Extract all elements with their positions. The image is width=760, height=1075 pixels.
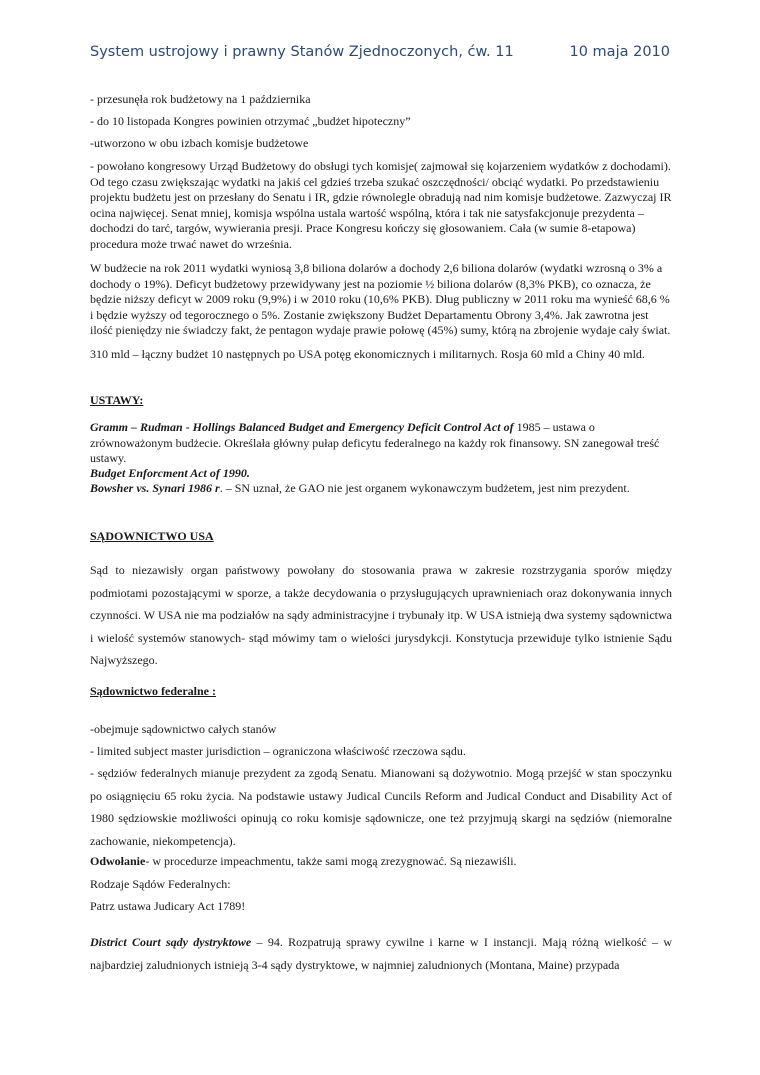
sedziowie-paragraph: - sędziów federalnych mianuje prezydent za zgodą Senatu. Mianowani są dożywotnio. Mogą przejść w stan spoczynku po osiągnięciu 65 roku życia. Na podstawie ustawy Judical Cuncils Reform and Judical Conduct and Disability Act of 1980 sędziowskie możliwości opinują co roku komisje sądownicze, one też przyjmują skargi na sędziów (niemoralne zachowanie, niekompetencja). [90,766,672,848]
federalne-line-1: -obejmuje sądownictwo całych stanów [90,722,277,736]
patrz-line: Patrz ustawa Judicary Act 1789! [90,899,246,913]
budget-2011-paragraph: W budżecie na rok 2011 wydatki wyniosą 3,8 biliona dolarów a dochody 2,6 biliona dolarów (wydatki wzrosną o 3% a dochody o 19%). Deficyt budżetowy przewidywany jest na poziomie ½ biliona dolarów (8,3% PKB), co oznacza, że będzie niższy deficyt w 2009 roku (9,9%) i w 2010 roku (10,6% PKB). Dług publiczny w 2011 roku ma wynieść 68,6 % i będzie wyższy od tegorocznego o 5%. Zostanie zwiększony Budżet Departamentu Obrony 3,4%. Jak zawrotna jest ilość pieniędzy nie świadczy fakt, że pentagon wydaje prawie połowę (45%) sumy, którą na zbrojenie wydaje cały świat. [90,261,671,337]
gramm-rudman-desc: 1985 – ustawa o zrównoważonym budżecie. Określała główny pułap deficytu federalnego na każdy rok finansowy. SN zanegował treść ustawy. [90,420,660,465]
district-court-paragraph [90,931,672,976]
odwolanie-label: Odwołanie [90,854,146,868]
budget-procedure-paragraph: - powołano kongresowy Urząd Budżetowy do obsługi tych komisje( zajmował się kojarzeniem wydatków z dochodami). Od tego czasu zwiększając wydatki na jakiś cel gdzieś trzeba szukać oszczędności/ obciąć wydatki. Po przedstawieniu projektu budżetu jest on przesłany do Senatu i IR, gdzie równolegle obradują nad nim komisje budżetowe. Zazwyczaj IR ocina najwięcej. Senat mniej, komisja wspólna ustala wartość wspólną, która i tak nie satysfakcjonuje prezydenta – dochodzi do tarć, targów, wywierania presji. Prace Kongresu kończy się głosowaniem. Cała (w sumie 8-etapowa) procedura może trwać nawet do września. [90,159,672,251]
budget-enforcement-act: Budget Enforcment Act of 1990. [90,466,250,480]
budget-line-3: -utworzono w obu izbach komisje budżetowe [90,136,309,150]
federalne-line-2: - limited subject master jurisdiction – ograniczona właściwość rzeczowa sądu. [90,744,466,758]
bowsher-case [90,481,672,497]
bowsher-title: Bowsher vs. Synari 1986 r [90,481,220,495]
budget-line-2: - do 10 listopada Kongres powinien otrzymać „budżet hipoteczny” [90,114,411,128]
odwolanie-line [90,854,672,870]
federalne-heading: Sądownictwo federalne : [90,684,216,698]
odwolanie-text: - w procedurze impeachmentu, także sami mogą zrezygnować. Są niezawiśli. [145,854,517,868]
budget-line-1: - przesunęła rok budżetowy na 1 października [90,92,311,106]
header-date: 10 maja 2010 [569,44,670,60]
rodzaje-line: Rodzaje Sądów Federalnych: [90,877,231,891]
header-title: System ustrojowy i prawny Stanów Zjednoczonych, ćw. 11 [90,44,514,60]
bowsher-desc: . – SN uznał, że GAO nie jest organem wykonawczym budżetem, jest nim prezydent. [219,481,630,495]
gramm-rudman-act [90,420,672,467]
budget-310-paragraph: 310 mld – łączny budżet 10 następnych po USA potęg ekonomicznych i militarnych. Rosja 60 mld a Chiny 40 mld. [90,347,645,361]
district-court-title: District Court sądy dystryktowe [90,935,252,949]
sadownictwo-paragraph: Sąd to niezawisły organ państwowy powołany do stosowania prawa w zakresie rozstrzygania sporów między podmiotami pozostającymi w sporze, a także decydowania o przysługujących uprawnieniach oraz dokonywania innych czynności. W USA nie ma podziałów na sądy administracyjne i trybunały itp. W USA istnieją dwa systemy sądownictwa i wielość systemów stanowych- stąd mówimy tam o wielości jurysdykcji. Konstytucja przewiduje tylko istnienie Sądu Najwyższego. [90,563,672,667]
gramm-rudman-title: Gramm – Rudman - Hollings Balanced Budget and Emergency Deficit Control Act of [90,420,514,434]
district-court-text: – 94. Rozpatrują sprawy cywilne i karne w I instancji. Mają różną wielkość – w najbardziej zaludnionych istnieją 3-4 sądy dystryktowe, w najmniej zaludnionych (Montana, Maine) przypada [90,935,672,972]
ustawy-heading: USTAWY: [90,393,144,407]
page-header [90,44,670,66]
sadownictwo-heading: SĄDOWNICTWO USA [90,529,214,543]
